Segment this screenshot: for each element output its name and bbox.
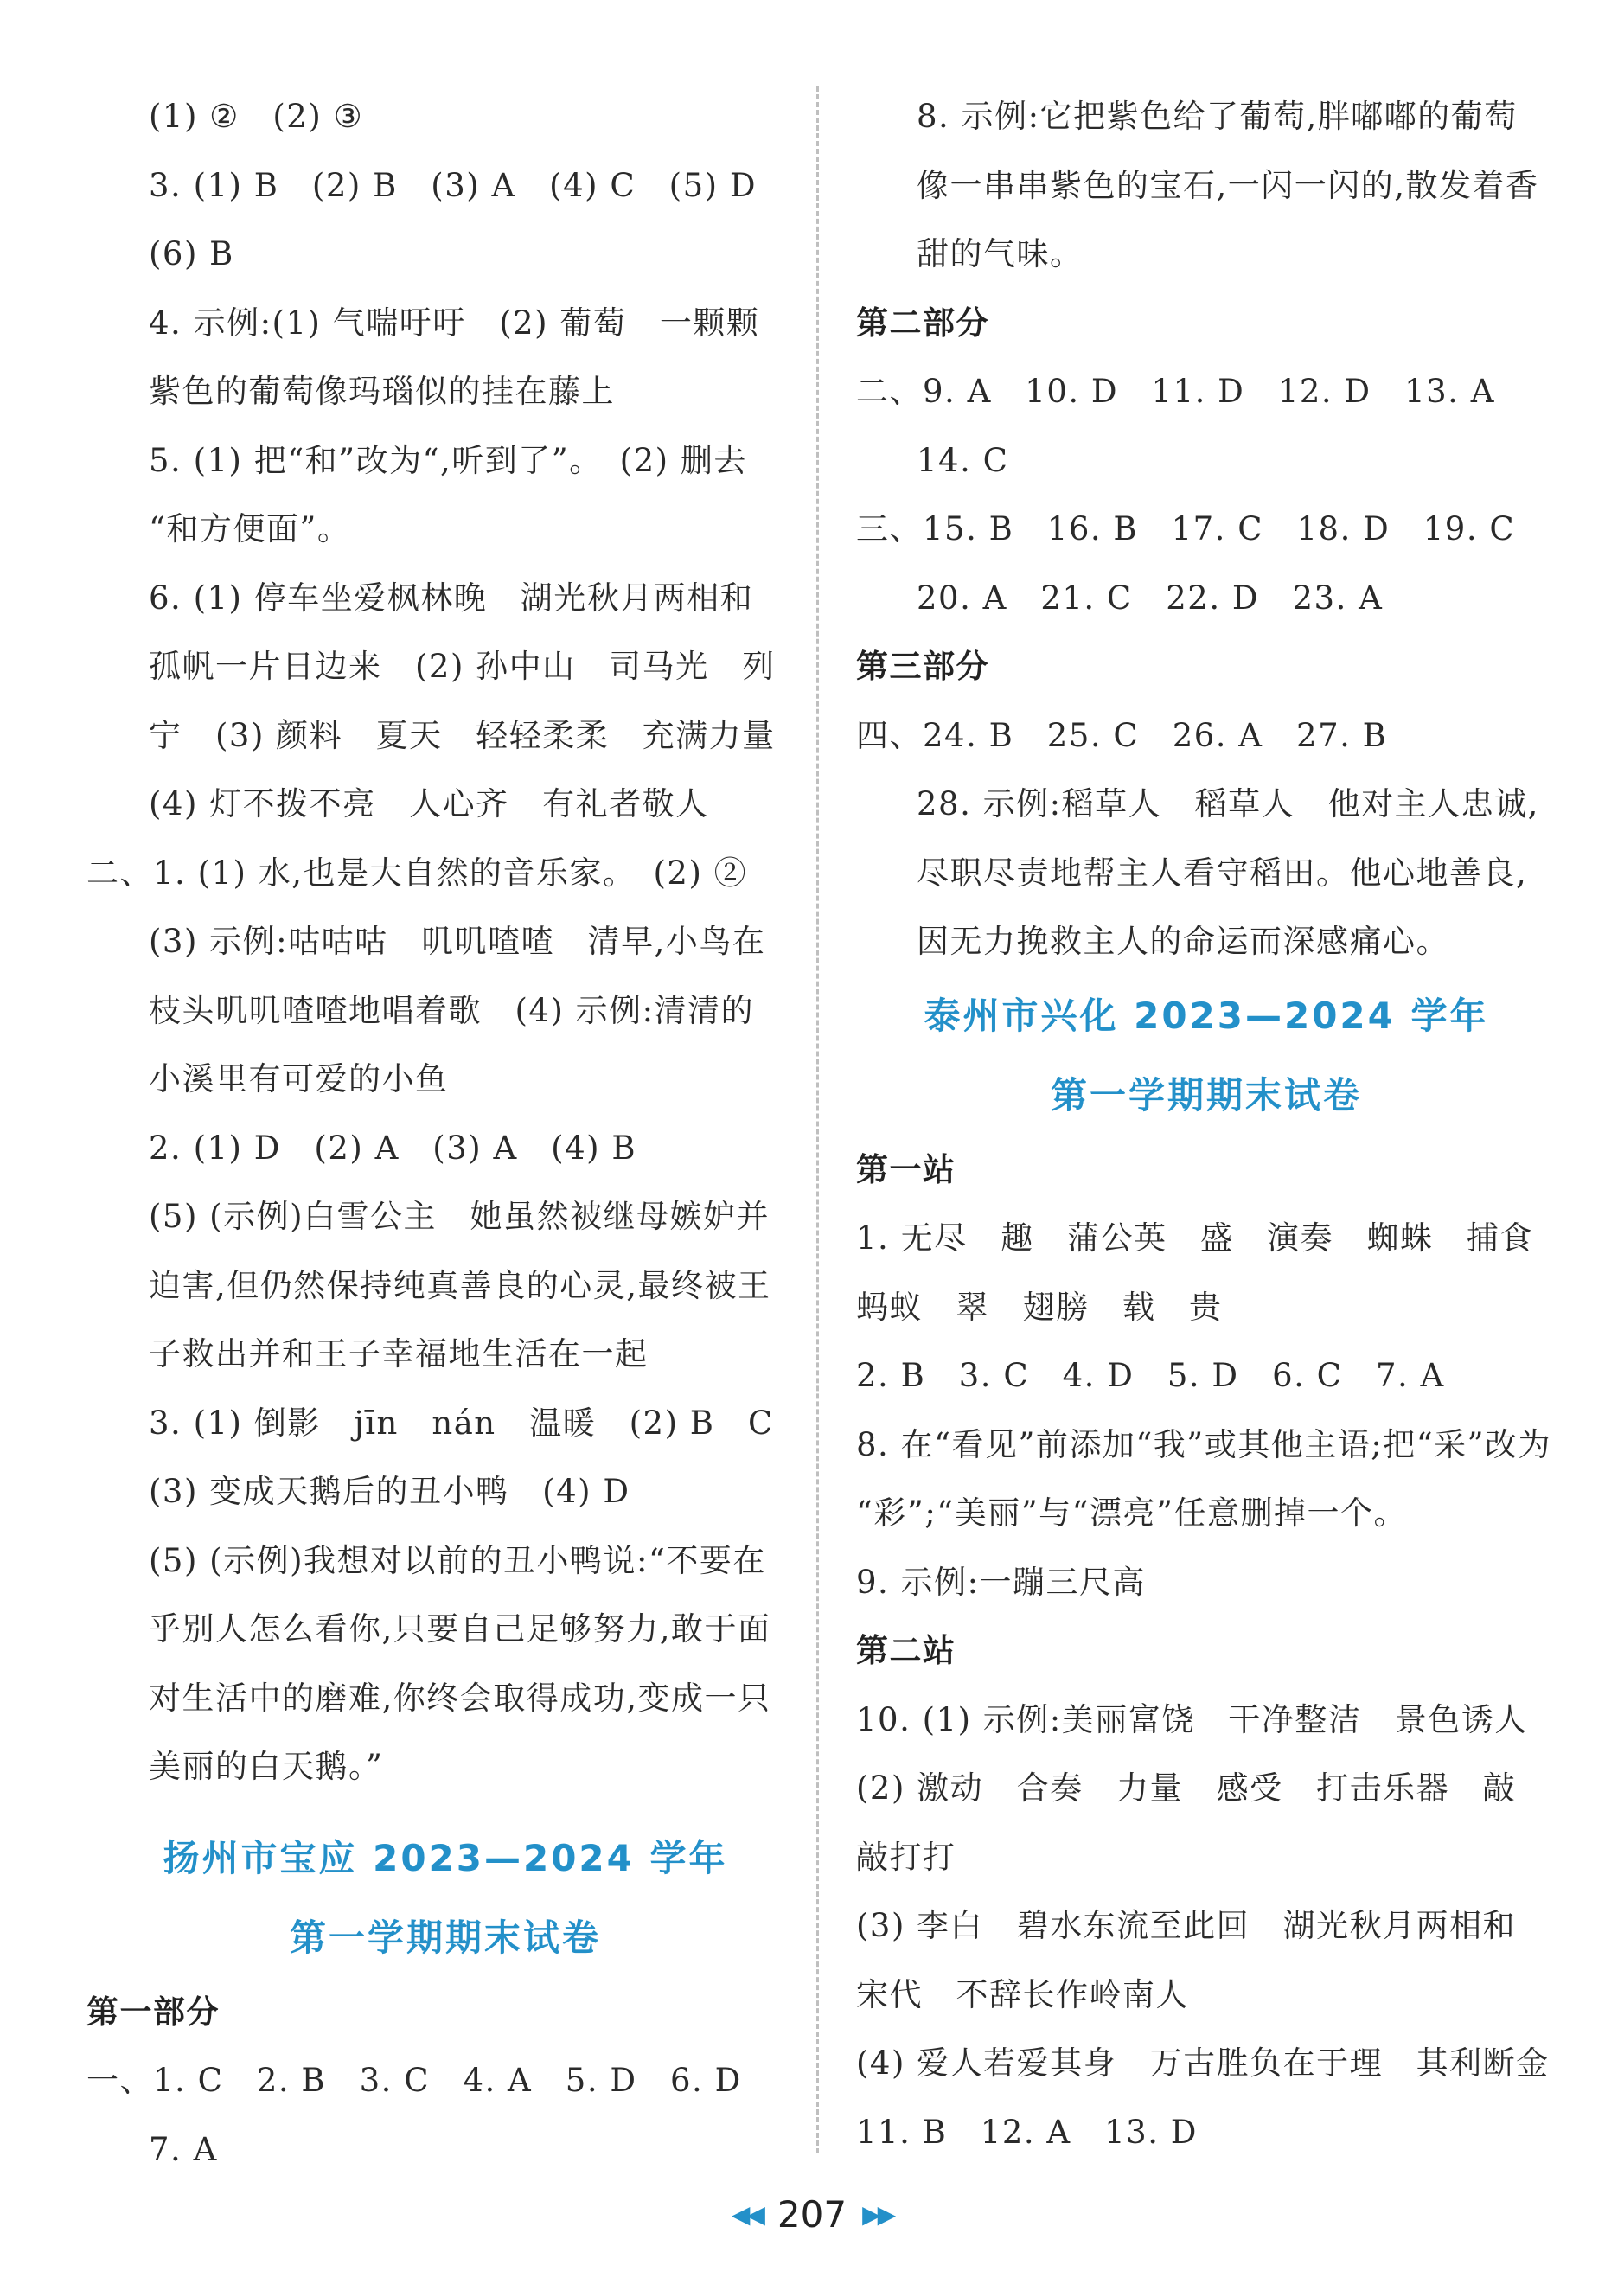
answer-line: 28. 示例:稻草人 稻草人 他对主人忠诚, <box>917 785 1539 822</box>
answer-line: 7. A <box>149 2130 218 2168</box>
answer-line: 2. (1) D (2) A (3) A (4) B <box>149 1129 637 1167</box>
answer-line: (4) 爱人若爱其身 万古胜负在于理 其利断金 <box>856 2044 1550 2082</box>
answer-line: 宋代 不辞长作岭南人 <box>856 1975 1189 2013</box>
answer-line: 14. C <box>917 441 1009 479</box>
answer-line: 9. 示例:一蹦三尺高 <box>856 1563 1147 1601</box>
answer-line: (2) 激动 合奏 力量 感受 打击乐器 敲 <box>856 1769 1517 1807</box>
right-column <box>856 82 1557 2166</box>
answer-line: 甜的气味。 <box>917 235 1084 272</box>
answer-line: 三、15. B 16. B 17. C 18. D 19. C <box>856 510 1516 547</box>
answer-line: “彩”;“美丽”与“漂亮”任意删掉一个。 <box>856 1494 1407 1532</box>
answer-line: 5. (1) 把“和”改为“,听到了”。 (2) 删去 <box>149 441 747 479</box>
station-heading: 第一站 <box>856 1149 956 1188</box>
answer-line: 6. (1) 停车坐爱枫林晚 湖光秋月两相和 <box>149 579 754 617</box>
section-title: 泰州市兴化 2023—2024 学年 <box>924 994 1489 1037</box>
answer-line: 孤帆一片日边来 (2) 孙中山 司马光 列 <box>149 648 776 685</box>
answer-line: 子救出并和王子幸福地生活在一起 <box>149 1335 649 1373</box>
left-column <box>86 82 804 2184</box>
answer-line: (4) 灯不拨不亮 人心齐 有礼者敬人 <box>149 785 709 822</box>
station-heading: 第二站 <box>856 1631 956 1669</box>
answer-line: 二、9. A 10. D 11. D 12. D 13. A <box>856 373 1495 410</box>
column-divider <box>816 86 819 2153</box>
next-page-icon[interactable]: ▶▶ <box>862 2199 893 2229</box>
answer-line: 一、1. C 2. B 3. C 4. A 5. D 6. D <box>86 2062 742 2099</box>
section-title: 第一学期期末试卷 <box>289 1916 601 1959</box>
answer-line: (5) (示例)白雪公主 她虽然被继母嫉妒并 <box>149 1198 770 1235</box>
answer-line: 蚂蚁 翠 翅膀 载 贵 <box>856 1288 1223 1326</box>
answer-line: 4. 示例:(1) 气喘吁吁 (2) 葡萄 一颗颗 <box>149 304 760 342</box>
answer-line: 宁 (3) 颜料 夏天 轻轻柔柔 充满力量 <box>149 716 776 754</box>
answer-line: 3. (1) 倒影 jīn nán 温暖 (2) B C <box>149 1404 774 1442</box>
answer-line: 乎别人怎么看你,只要自己足够努力,敢于面 <box>149 1610 771 1648</box>
answer-line: 尽职尽责地帮主人看守稻田。他心地善良, <box>917 854 1528 892</box>
answer-line: 8. 示例:它把紫色给了葡萄,胖嘟嘟的葡萄 <box>917 98 1518 135</box>
page-footer <box>0 2184 1624 2244</box>
answer-line: (5) (示例)我想对以前的丑小鸭说:“不要在 <box>149 1541 766 1579</box>
answer-line: 四、24. B 25. C 26. A 27. B <box>856 716 1388 754</box>
answer-line: 10. (1) 示例:美丽富饶 干净整洁 景色诱人 <box>856 1700 1528 1738</box>
answer-line: (3) 变成天鹅后的丑小鸭 (4) D <box>149 1473 630 1510</box>
answer-line: 20. A 21. C 22. D 23. A <box>917 579 1384 617</box>
answer-line: 2. B 3. C 4. D 5. D 6. C 7. A <box>856 1357 1445 1394</box>
section-title: 第一学期期末试卷 <box>1050 1073 1362 1117</box>
answer-line: 11. B 12. A 13. D <box>856 2113 1198 2151</box>
answer-line: (3) 示例:咕咕咕 叽叽喳喳 清早,小鸟在 <box>149 923 766 960</box>
answer-line: 因无力挽救主人的命运而深感痛心。 <box>917 923 1449 960</box>
answer-line: (6) B <box>149 235 234 272</box>
part-heading: 第一部分 <box>86 1992 220 2031</box>
answer-line: 敲打打 <box>856 1838 956 1876</box>
answer-line: 枝头叽叽喳喳地唱着歌 (4) 示例:清清的 <box>149 991 755 1029</box>
answer-line: (3) 李白 碧水东流至此回 湖光秋月两相和 <box>856 1907 1517 1944</box>
answer-line: 对生活中的磨难,你终会取得成功,变成一只 <box>149 1679 771 1717</box>
section-title: 扬州市宝应 2023—2024 学年 <box>163 1836 728 1879</box>
answer-line: 美丽的白天鹅。” <box>149 1748 384 1785</box>
answer-line: 3. (1) B (2) B (3) A (4) C (5) D <box>149 166 757 204</box>
answer-line: 8. 在“看见”前添加“我”或其他主语;把“采”改为 <box>856 1425 1552 1463</box>
answer-line: 1. 无尽 趣 蒲公英 盛 演奏 蜘蛛 捕食 <box>856 1219 1534 1257</box>
page-number: 207 <box>777 2192 847 2236</box>
answer-line: 迫害,但仍然保持纯真善良的心灵,最终被王 <box>149 1266 771 1304</box>
answer-line: 小溪里有可爱的小鱼 <box>149 1060 449 1097</box>
answer-line: 二、1. (1) 水,也是大自然的音乐家。 (2) ② <box>86 854 748 892</box>
answer-line: “和方便面”。 <box>149 510 351 547</box>
part-heading: 第三部分 <box>856 647 989 685</box>
answer-line: 紫色的葡萄像玛瑙似的挂在藤上 <box>149 373 615 410</box>
answer-line: 像一串串紫色的宝石,一闪一闪的,散发着香 <box>917 166 1539 204</box>
answer-line: (1) ② (2) ③ <box>149 98 364 135</box>
prev-page-icon[interactable]: ◀◀ <box>731 2199 762 2229</box>
part-heading: 第二部分 <box>856 303 989 342</box>
